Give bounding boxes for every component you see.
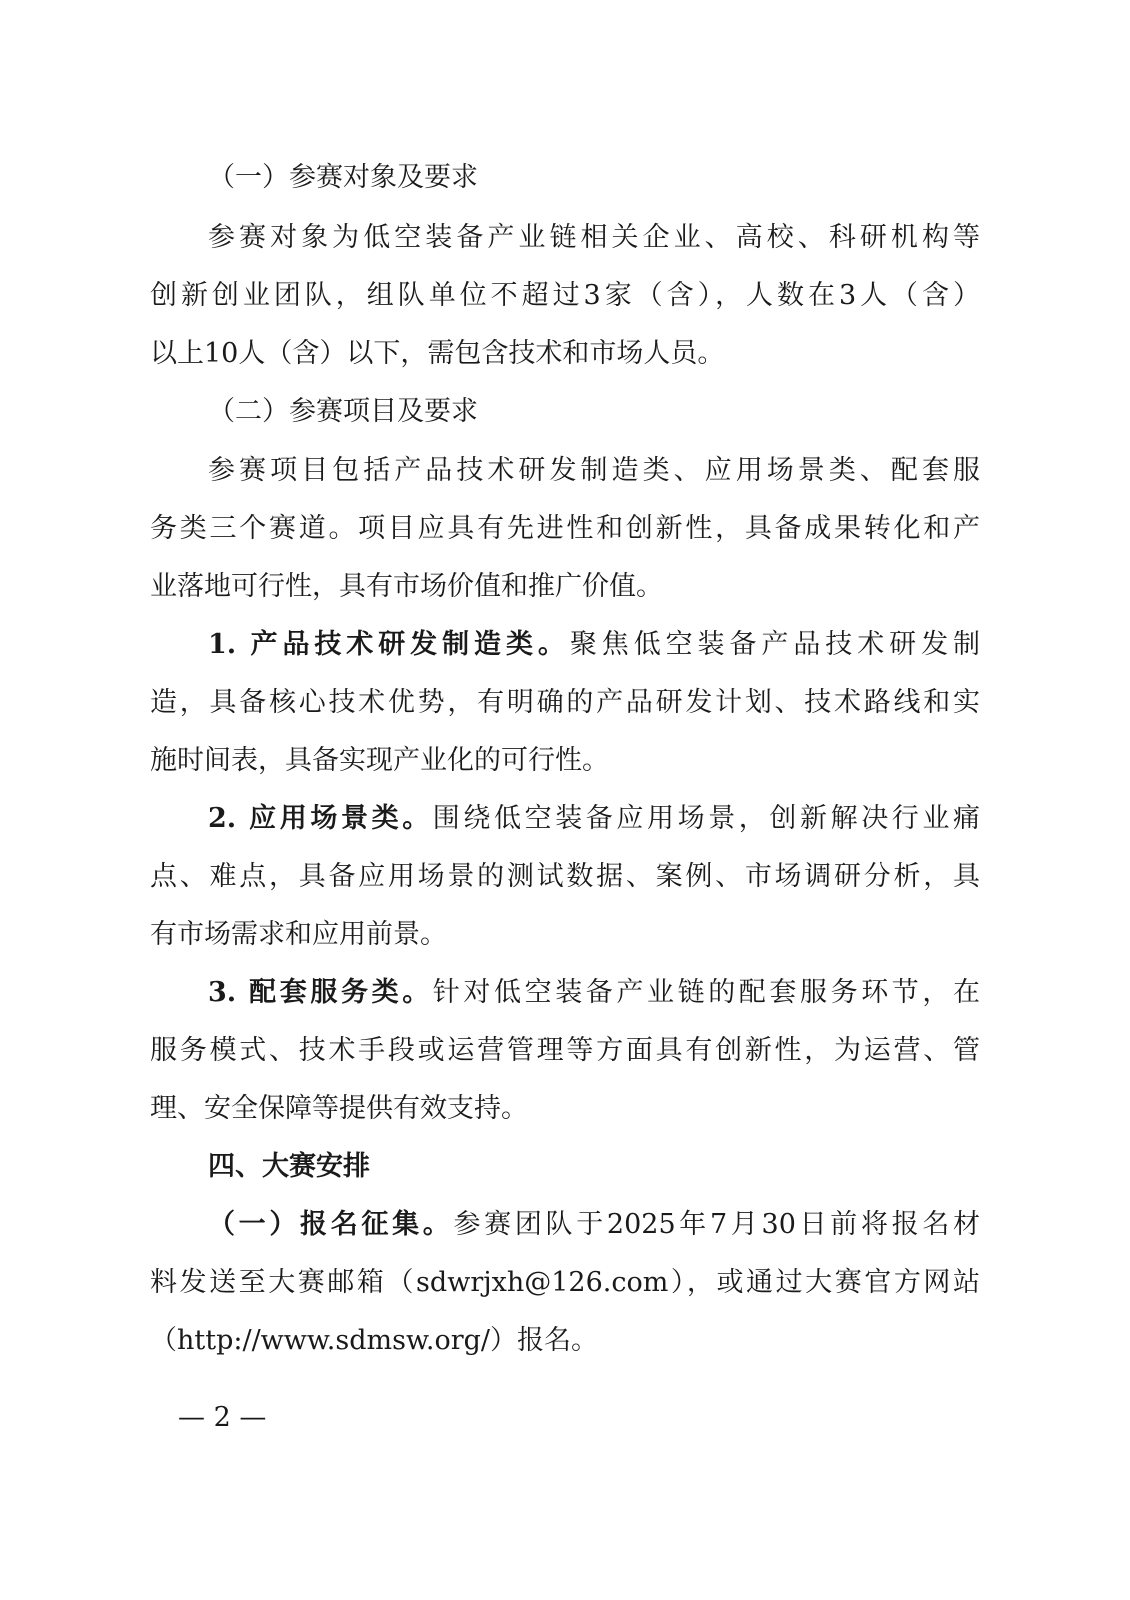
registration-text: 参赛团队于2025年7月30日前将报名材 xyxy=(453,1209,981,1240)
registration-first-line xyxy=(208,1205,980,1245)
track3-label: 3. 配套服务类。 xyxy=(208,977,433,1008)
participants-line: 创新创业团队，组队单位不超过3家（含），人数在3人（含） xyxy=(150,280,980,311)
track3-line: 服务模式、技术手段或运营管理等方面具有创新性，为运营、管 xyxy=(150,1035,980,1066)
track1-line: 造，具备核心技术优势，有明确的产品研发计划、技术路线和实 xyxy=(150,687,980,718)
heading-participants: （一）参赛对象及要求 xyxy=(208,162,478,193)
participants-line: 以上10人（含）以下，需包含技术和市场人员。 xyxy=(150,338,725,369)
track1-text: 聚焦低空装备产品技术研发制 xyxy=(569,629,980,660)
track1-first-line xyxy=(208,625,980,665)
projects-line: 参赛项目包括产品技术研发制造类、应用场景类、配套服 xyxy=(208,455,980,486)
registration-line: 料发送至大赛邮箱（sdwrjxh@126.com），或通过大赛官方网站 xyxy=(150,1267,980,1298)
participants-line: 参赛对象为低空装备产业链相关企业、高校、科研机构等 xyxy=(208,222,980,253)
heading-projects: （二）参赛项目及要求 xyxy=(208,396,478,427)
track2-line: 点、难点，具备应用场景的测试数据、案例、市场调研分析，具 xyxy=(150,861,980,892)
track2-label: 2. 应用场景类。 xyxy=(208,803,433,834)
section-four-heading: 四、大赛安排 xyxy=(208,1151,370,1182)
projects-line: 务类三个赛道。项目应具有先进性和创新性，具备成果转化和产 xyxy=(150,513,980,544)
track3-text: 针对低空装备产业链的配套服务环节，在 xyxy=(432,977,981,1008)
track2-line: 有市场需求和应用前景。 xyxy=(150,919,447,950)
track1-line: 施时间表，具备实现产业化的可行性。 xyxy=(150,745,609,776)
track3-line: 理、安全保障等提供有效支持。 xyxy=(150,1093,528,1124)
track2-first-line xyxy=(208,799,980,839)
track2-text: 围绕低空装备应用场景，创新解决行业痛 xyxy=(432,803,981,834)
page-number: — 2 — xyxy=(178,1402,267,1433)
registration-label: （一）报名征集。 xyxy=(208,1209,454,1240)
track3-first-line xyxy=(208,973,980,1013)
registration-line: （http://www.sdmsw.org/）报名。 xyxy=(150,1325,599,1356)
track1-label: 1. 产品技术研发制造类。 xyxy=(208,629,570,660)
projects-line: 业落地可行性，具有市场价值和推广价值。 xyxy=(150,571,663,602)
